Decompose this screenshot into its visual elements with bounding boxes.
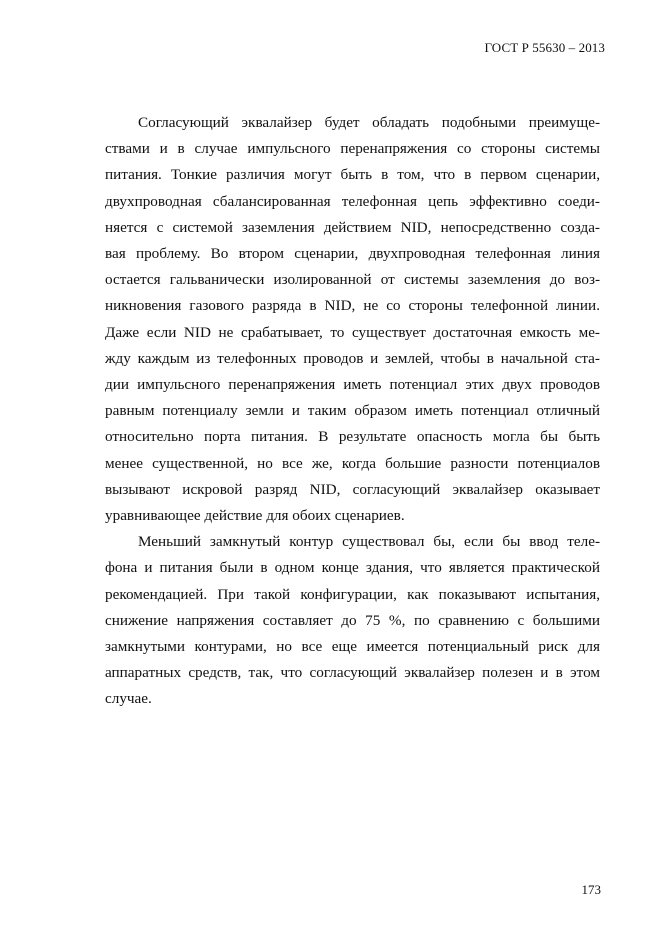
text-line: Даже если NID не срабатывает, то существует достаточная емкость ме- bbox=[105, 323, 600, 341]
paragraph-1 bbox=[105, 110, 600, 529]
text-line: относительно порта питания. В результате опасность могла бы быть bbox=[105, 428, 600, 446]
text-line: менее существенной, но все же, когда большие разности потенциалов bbox=[105, 454, 600, 472]
text-line: Согласующий эквалайзер будет обладать подобными преимуще- bbox=[138, 114, 600, 131]
text-line: жду каждым из телефонных проводов и землей, чтобы в начальной ста- bbox=[105, 349, 600, 367]
document-body bbox=[105, 110, 600, 713]
text-line: снижение напряжения составляет до 75 %, по сравнению с большими bbox=[105, 611, 600, 629]
text-line: няется с системой заземления действием NID, непосредственно созда- bbox=[105, 218, 600, 236]
text-line: замкнутыми контурами, но все еще имеется потенциальный риск для bbox=[105, 638, 600, 656]
text-line: ствами и в случае импульсного перенапряжения со стороны системы bbox=[105, 140, 600, 158]
text-line: питания. Тонкие различия могут быть в том, что в первом сценарии, bbox=[105, 166, 600, 184]
text-line: остается гальванически изолированной от системы заземления до воз- bbox=[105, 271, 600, 289]
text-line: Меньший замкнутый контур существовал бы, если бы ввод теле- bbox=[138, 533, 600, 551]
text-line: аппаратных средств, так, что согласующий эквалайзер полезен и в этом bbox=[105, 664, 600, 682]
text-line: вая проблему. Во втором сценарии, двухпроводная телефонная линия bbox=[105, 245, 600, 263]
text-line: фона и питания были в одном конце здания, что является практической bbox=[105, 559, 600, 577]
text-line: двухпроводная сбалансированная телефонная цепь эффективно соеди- bbox=[105, 192, 600, 210]
standard-code-header: ГОСТ Р 55630 – 2013 bbox=[484, 40, 605, 55]
text-line: равным потенциалу земли и таким образом иметь потенциал отличный bbox=[105, 402, 600, 420]
text-line: никновения газового разряда в NID, не со стороны телефонной линии. bbox=[105, 297, 600, 315]
page-number: 173 bbox=[581, 882, 601, 897]
paragraph-2 bbox=[105, 529, 600, 712]
text-line: уравнивающее действие для обоих сценариев. bbox=[105, 507, 405, 525]
text-line: рекомендацией. При такой конфигурации, как показывают испытания, bbox=[105, 585, 600, 603]
text-line: вызывают искровой разряд NID, согласующий эквалайзер оказывает bbox=[105, 480, 600, 498]
text-line: дии импульсного перенапряжения иметь потенциал этих двух проводов bbox=[105, 376, 600, 394]
text-line: случае. bbox=[105, 690, 152, 708]
